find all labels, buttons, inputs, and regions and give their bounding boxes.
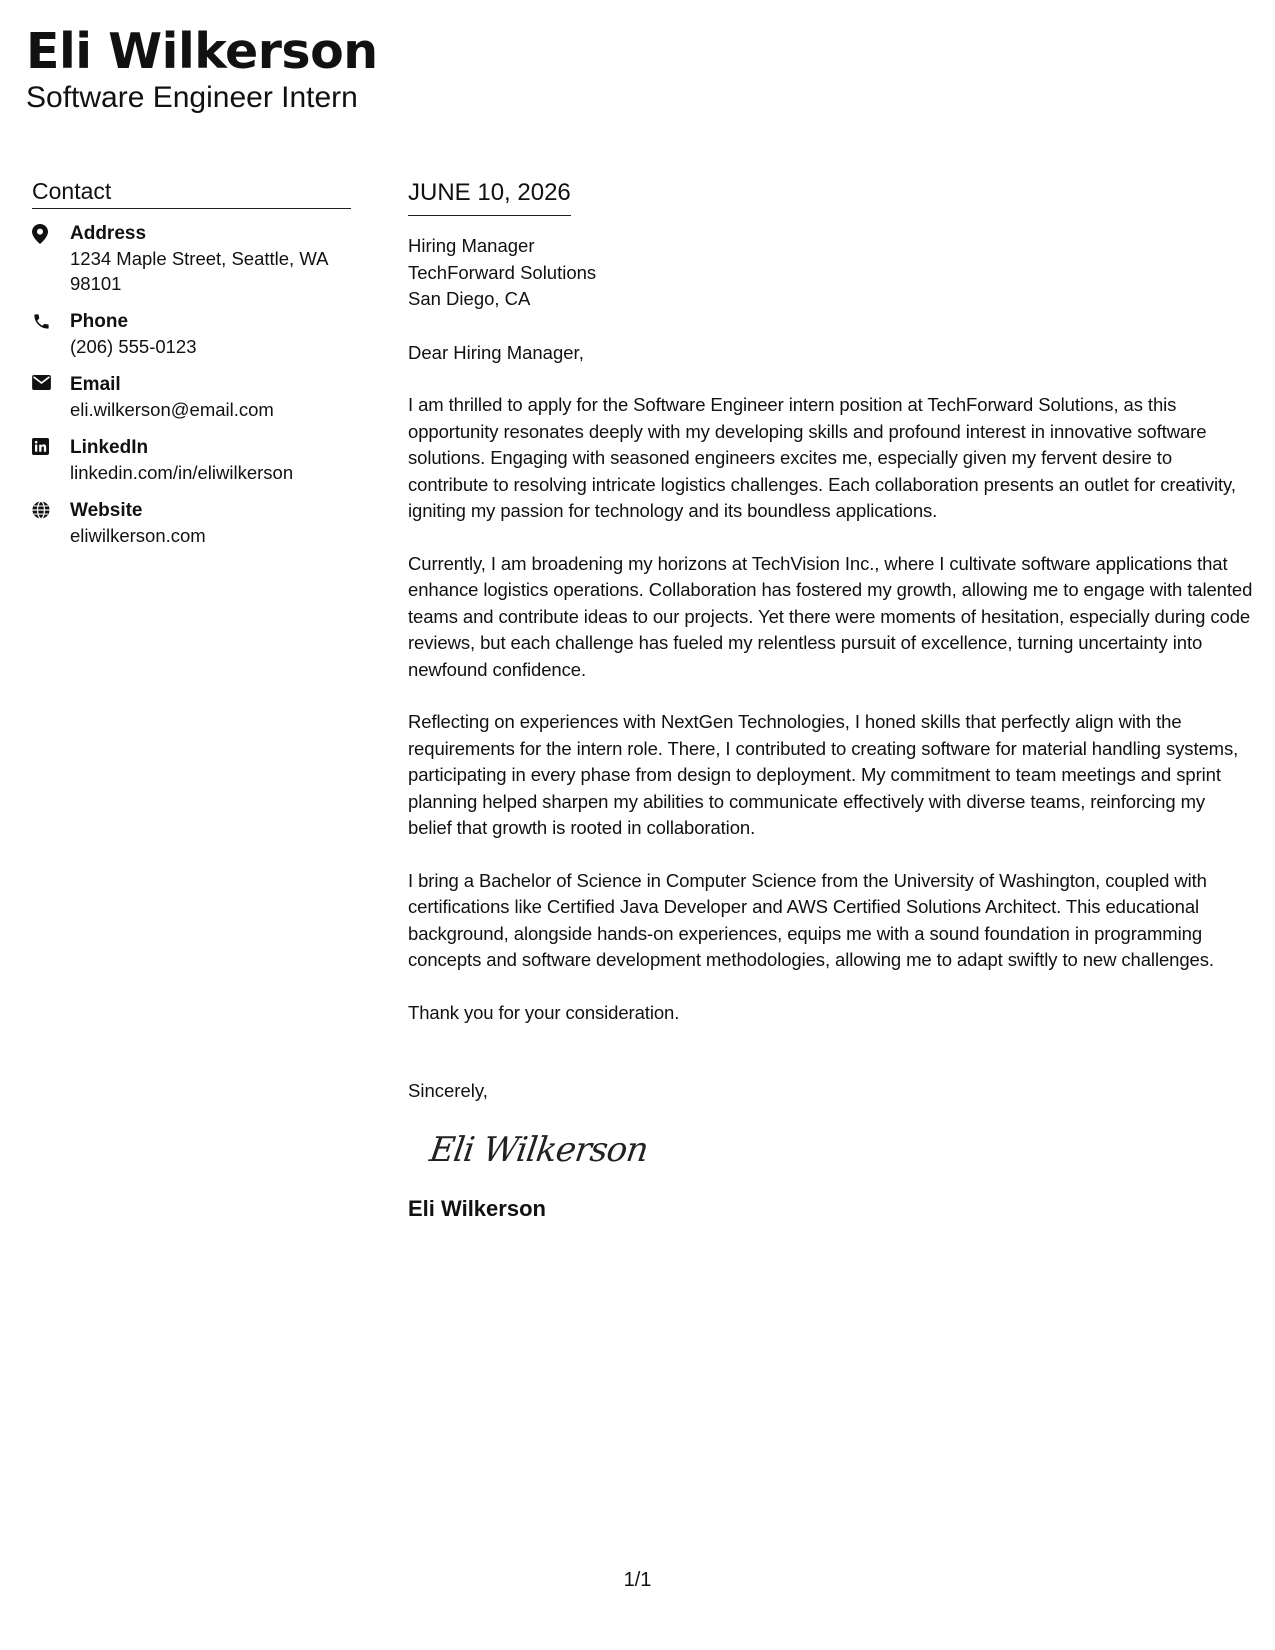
signer-name: Eli Wilkerson xyxy=(408,1195,546,1221)
letter-header xyxy=(26,22,378,116)
envelope-icon xyxy=(32,372,70,390)
contact-label: Email xyxy=(70,374,121,395)
applicant-title: Software Engineer Intern xyxy=(26,81,358,114)
applicant-name: Eli Wilkerson xyxy=(26,23,378,80)
recipient-name: Hiring Manager xyxy=(408,235,535,256)
contact-sidebar xyxy=(32,176,351,561)
contact-heading: Contact xyxy=(32,176,351,209)
letter-paragraph: Thank you for your consideration. xyxy=(408,1001,680,1023)
contact-value: eli.wilkerson@email.com xyxy=(70,399,274,420)
contact-item-email xyxy=(32,372,351,422)
letter-date: JUNE 10, 2026 xyxy=(408,176,571,216)
contact-label: Website xyxy=(70,500,143,521)
contact-value: 1234 Maple Street, Seattle, WA 98101 xyxy=(70,248,328,294)
linkedin-icon xyxy=(32,435,70,455)
recipient-location: San Diego, CA xyxy=(408,288,531,309)
handwritten-signature: Eli Wilkerson xyxy=(427,1129,651,1170)
contact-item-phone xyxy=(32,309,351,359)
contact-value: eliwilkerson.com xyxy=(70,525,206,546)
letter-paragraph: I am thrilled to apply for the Software Engineer intern position at TechForward Solutions, as this opportunity resonates deeply with my developing skills and profound interest in innovative software solutions. Engaging with seasoned engineers excites me, especially given my fervent desire to contribute to resolving intricate logistics challenges. Each collaboration presents an outlet for creativity, igniting my passion for technology and its boundless applications. xyxy=(408,394,1236,521)
letter-paragraph: Currently, I am broadening my horizons at TechVision Inc., where I cultivate software applications that enhance logistics operations. Collaboration has fostered my growth, allowing me to engage with talented teams and contribute ideas to our projects. Yet there were moments of hesitation, especially during code reviews, but each challenge has fueled my relentless pursuit of excellence, turning uncertainty into newfound confidence. xyxy=(408,552,1253,680)
salutation: Dear Hiring Manager, xyxy=(408,341,584,363)
contact-label: Phone xyxy=(70,311,129,332)
contact-item-linkedin xyxy=(32,435,351,485)
recipient-block xyxy=(408,233,1253,313)
map-pin-icon xyxy=(32,221,70,244)
letter-paragraph: I bring a Bachelor of Science in Computer Science from the University of Washington, coupled with certifications like Certified Java Developer and AWS Certified Solutions Architect. This educational background, alongside hands-on experiences, equips me with a sound foundation in programming concepts and software development methodologies, allowing me to adapt swiftly to new challenges. xyxy=(408,869,1214,970)
page-number: 1/1 xyxy=(623,1569,652,1591)
contact-label: Address xyxy=(70,223,147,244)
contact-label: LinkedIn xyxy=(70,437,149,458)
phone-icon xyxy=(32,309,70,331)
contact-value: (206) 555-0123 xyxy=(70,336,197,357)
globe-icon xyxy=(32,498,70,519)
closing: Sincerely, xyxy=(408,1080,488,1101)
letter-paragraph: Reflecting on experiences with NextGen Technologies, I honed skills that perfectly align with the requirements for the intern role. There, I contributed to creating software for material handling systems, participating in every phase from design to deployment. My commitment to team meetings and sprint planning helped sharpen my abilities to communicate effectively with diverse teams, reinforcing my belief that growth is rooted in collaboration. xyxy=(408,711,1239,838)
contact-item-website xyxy=(32,498,351,548)
contact-item-address xyxy=(32,221,351,296)
recipient-company: TechForward Solutions xyxy=(408,261,597,283)
letter-body xyxy=(408,176,1253,1223)
contact-value: linkedin.com/in/eliwilkerson xyxy=(70,462,294,483)
